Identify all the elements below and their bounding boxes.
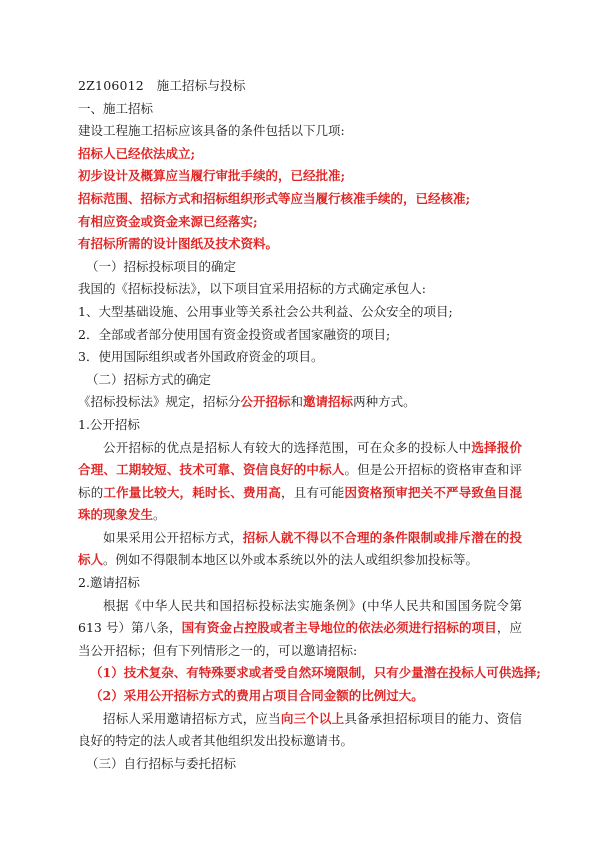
section-code-title: 2Z106012 施工招标与投标 <box>78 78 246 93</box>
section-heading-construction-bidding: 一、施工招标 <box>78 100 154 116</box>
condition-item: 有相应资金或资金来源已经落实; <box>78 213 258 229</box>
invitation-case-item: （1）技术复杂、有特殊要求或者受自然环境限制，只有少量潜在投标人可供选择; <box>90 665 541 681</box>
open-bidding-restriction-paragraph: 如果采用公开招标方式，招标人就不得以不合理的条件限制或排斥潜在的投标人。例如不得限制本地区以外或本系统以外的法人或组织参加投标等。 <box>78 529 522 568</box>
subheading-project-determination: （一）招标投标项目的确定 <box>86 258 237 274</box>
project-item: 3．使用国际组织或者外国政府资金的项目。 <box>78 349 324 365</box>
condition-item: 初步设计及概算应当履行审批手续的，已经批准; <box>78 168 346 184</box>
projects-intro: 我国的《招标投标法》，以下项目宜采用招标的方式确定承包人: <box>78 281 426 297</box>
condition-item: 招标人已经依法成立; <box>78 145 196 161</box>
subheading-self-or-delegated: （三）自行招标与委托招标 <box>86 755 237 771</box>
project-item: 1、大型基础设施、公用事业等关系社会公共利益、公众安全的项目; <box>78 303 453 319</box>
invited-bidding-paragraph: 根据《中华人民共和国招标投标法实施条例》(中华人民共和国国务院令第 613 号）第八条，国有资金占控股或者主导地位的依法必须进行招标的项目，应当公开招标；但有下列情形之一的，可以邀请招标: <box>78 597 522 658</box>
invited-bidding-title: 2.邀请招标 <box>78 575 140 591</box>
conditions-intro: 建设工程施工招标应该具备的条件包括以下几项: <box>78 123 345 139</box>
invitation-letter-paragraph: 招标人采用邀请招标方式，应当向三个以上具备承担招标项目的能力、资信良好的特定的法人或者其他组织发出投标邀请书。 <box>78 710 522 749</box>
project-item: 2．全部或者部分使用国有资金投资或者国家融资的项目; <box>78 326 391 342</box>
condition-item: 招标范围、招标方式和招标组织形式等应当履行核准手续的，已经核准; <box>78 190 471 206</box>
condition-item: 有招标所需的设计图纸及技术资料。 <box>78 236 279 252</box>
open-bidding-paragraph: 公开招标的优点是招标人有较大的选择范围，可在众多的投标人中选择报价合理、工期较短、技术可靠、资信良好的中标人。但是公开招标的资格审查和评标的工作量比较大，耗时长、费用高，且有可能因资格预审把关不严导致鱼目混珠的现象发生。 <box>78 439 522 523</box>
open-bidding-title: 1.公开招标 <box>78 416 140 432</box>
subheading-method-determination: （二）招标方式的确定 <box>86 371 212 387</box>
methods-paragraph: 《招标投标法》规定，招标分公开招标和邀请招标两种方式。 <box>78 394 416 410</box>
invitation-case-item: （2）采用公开招标方式的费用占项目合同金额的比例过大。 <box>90 688 424 704</box>
